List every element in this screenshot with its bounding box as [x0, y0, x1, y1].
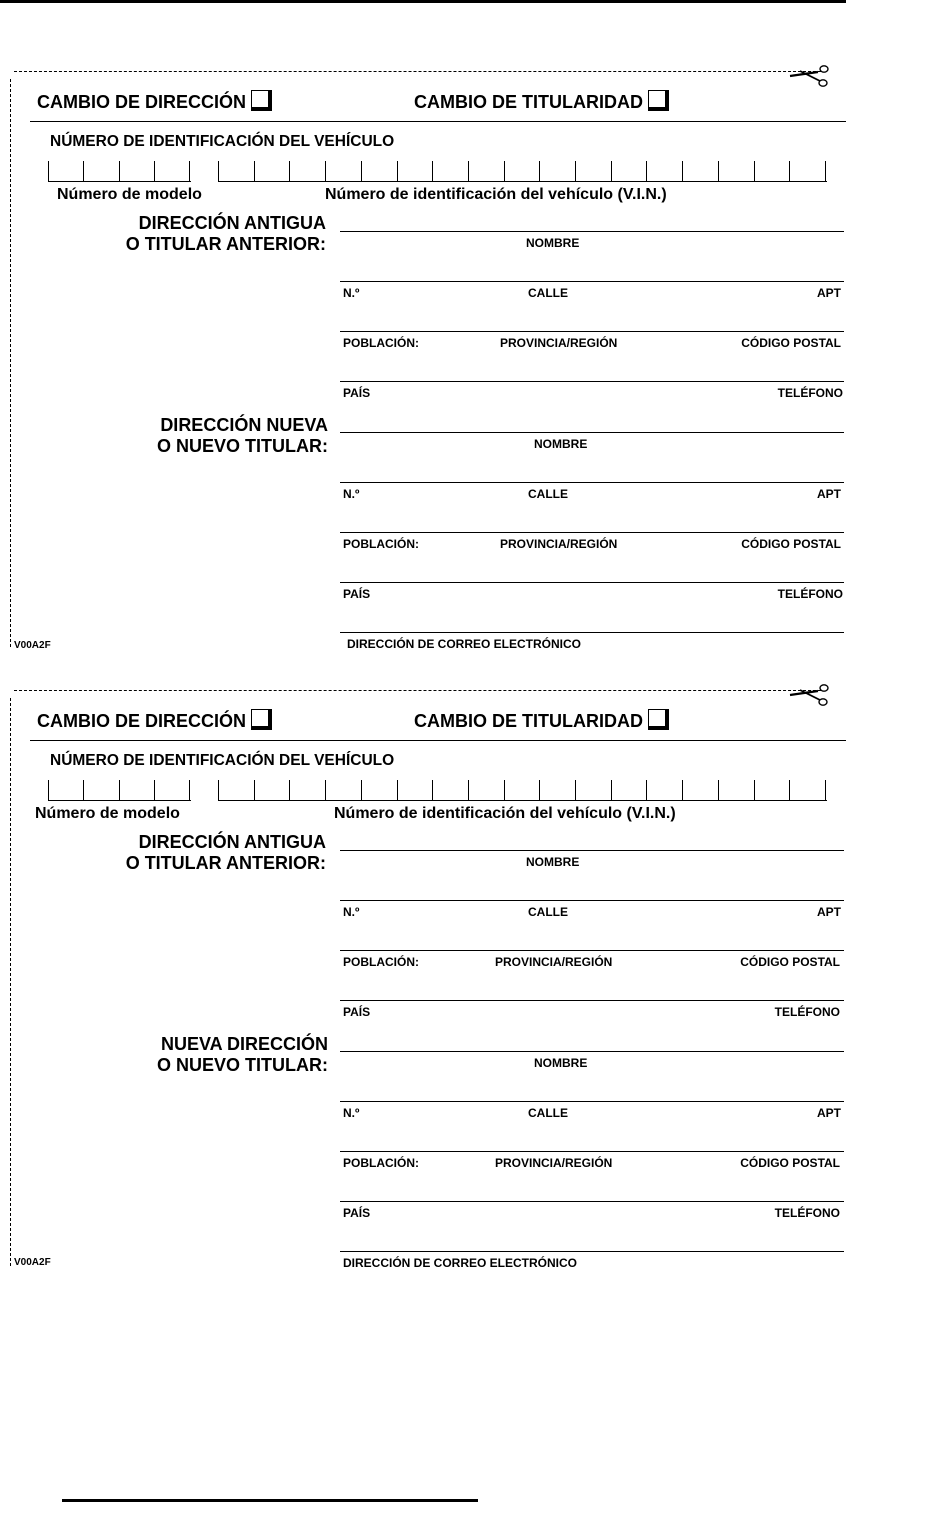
- cut-line: [14, 690, 826, 691]
- cell-tick: [48, 161, 49, 181]
- change-owner-checkbox[interactable]: [648, 90, 669, 111]
- cell-tick: [218, 780, 219, 800]
- number-label: N.º: [343, 487, 360, 501]
- name-label: NOMBRE: [534, 1056, 588, 1070]
- postal-label: CÓDIGO POSTAL: [740, 1156, 840, 1170]
- cell-tick: [718, 161, 719, 181]
- apt-label: APT: [817, 487, 841, 501]
- new-city-line[interactable]: [340, 1151, 844, 1152]
- number-label: N.º: [343, 286, 360, 300]
- old-country-labels: [340, 1005, 844, 1019]
- cell-tick: [825, 161, 826, 181]
- street-label: CALLE: [528, 487, 568, 501]
- street-label: CALLE: [528, 1106, 568, 1120]
- cut-line-left: [10, 79, 11, 647]
- model-number-label: Número de modelo: [57, 186, 202, 203]
- cell-tick: [789, 780, 790, 800]
- cell-tick: [397, 780, 398, 800]
- new-city-labels: [340, 537, 844, 551]
- new-country-labels: [340, 587, 844, 601]
- top-rule: [0, 0, 846, 3]
- old-address-title: [6, 213, 326, 255]
- old-city-labels: [340, 955, 844, 969]
- cell-tick: [397, 161, 398, 181]
- old-street-labels: [340, 905, 844, 919]
- cell-tick: [754, 161, 755, 181]
- street-label: CALLE: [528, 286, 568, 300]
- vin-cells[interactable]: [218, 161, 827, 182]
- cell-tick: [119, 780, 120, 800]
- email-label: DIRECCIÓN DE CORREO ELECTRÓNICO: [347, 637, 582, 651]
- cell-tick: [83, 161, 84, 181]
- country-label: PAÍS: [343, 587, 371, 601]
- postal-label: CÓDIGO POSTAL: [740, 955, 840, 969]
- cell-tick: [825, 780, 826, 800]
- country-label: PAÍS: [343, 1206, 371, 1220]
- new-address-title: [8, 415, 328, 457]
- vin-full-label: Número de identificación del vehículo (V.I.N.): [325, 186, 667, 203]
- new-name-labels: [340, 437, 844, 451]
- name-label: NOMBRE: [526, 855, 580, 869]
- old-city-labels: [340, 336, 844, 350]
- new-street-line[interactable]: [340, 482, 844, 483]
- cell-tick: [682, 780, 683, 800]
- change-address-checkbox[interactable]: [251, 709, 272, 730]
- email-line[interactable]: [340, 632, 844, 633]
- change-address-option[interactable]: [37, 90, 272, 113]
- cell-tick: [154, 161, 155, 181]
- change-address-checkbox[interactable]: [251, 90, 272, 111]
- cell-tick: [575, 780, 576, 800]
- header-rule: [30, 121, 846, 122]
- apt-label: APT: [817, 1106, 841, 1120]
- province-label: PROVINCIA/REGIÓN: [500, 537, 618, 551]
- cell-tick: [325, 161, 326, 181]
- cell-tick: [361, 161, 362, 181]
- city-label: POBLACIÓN:: [343, 537, 419, 551]
- phone-label: TELÉFONO: [777, 386, 843, 400]
- scissors-icon: [790, 680, 830, 714]
- number-label: N.º: [343, 1106, 360, 1120]
- change-address-label: CAMBIO DE DIRECCIÓN: [37, 711, 247, 731]
- province-label: PROVINCIA/REGIÓN: [495, 1156, 613, 1170]
- name-label: NOMBRE: [526, 236, 580, 250]
- postal-label: CÓDIGO POSTAL: [741, 336, 841, 350]
- cell-tick: [468, 780, 469, 800]
- new-address-title-line1: NUEVA DIRECCIÓN: [160, 1034, 328, 1054]
- cell-tick: [154, 780, 155, 800]
- cell-tick: [432, 780, 433, 800]
- name-label: NOMBRE: [534, 437, 588, 451]
- street-label: CALLE: [528, 905, 568, 919]
- country-label: PAÍS: [343, 386, 371, 400]
- city-label: POBLACIÓN:: [343, 955, 419, 969]
- new-country-labels: [340, 1206, 844, 1220]
- old-address-title-line1: DIRECCIÓN ANTIGUA: [138, 832, 326, 852]
- detachable-form: [0, 71, 950, 691]
- cell-tick: [254, 161, 255, 181]
- new-street-labels: [340, 1106, 844, 1120]
- cell-tick: [119, 161, 120, 181]
- province-label: PROVINCIA/REGIÓN: [500, 336, 618, 350]
- cell-tick: [646, 780, 647, 800]
- old-street-labels: [340, 286, 844, 300]
- new-address-title-line2: O NUEVO TITULAR:: [157, 1055, 328, 1075]
- city-label: POBLACIÓN:: [343, 336, 419, 350]
- new-name-line[interactable]: [340, 432, 844, 433]
- cell-tick: [361, 780, 362, 800]
- form-code: V00A2F: [14, 640, 51, 651]
- new-address-title-line2: O NUEVO TITULAR:: [157, 436, 328, 456]
- old-country-line[interactable]: [340, 1000, 844, 1001]
- cell-tick: [789, 161, 790, 181]
- model-number-cells[interactable]: [48, 161, 191, 182]
- old-city-line[interactable]: [340, 331, 844, 332]
- change-owner-option[interactable]: [414, 90, 669, 113]
- new-name-labels: [340, 1056, 844, 1070]
- email-label: DIRECCIÓN DE CORREO ELECTRÓNICO: [343, 1256, 578, 1270]
- detachable-form: [0, 690, 950, 1310]
- cell-tick: [189, 780, 190, 800]
- new-city-line[interactable]: [340, 532, 844, 533]
- old-name-line[interactable]: [340, 850, 844, 851]
- header-rule: [30, 740, 846, 741]
- change-owner-label: CAMBIO DE TITULARIDAD: [414, 92, 643, 112]
- cell-tick: [754, 780, 755, 800]
- change-address-option[interactable]: [37, 709, 272, 732]
- cell-tick: [432, 161, 433, 181]
- cell-tick: [254, 780, 255, 800]
- province-label: PROVINCIA/REGIÓN: [495, 955, 613, 969]
- phone-label: TELÉFONO: [774, 1206, 840, 1220]
- country-label: PAÍS: [343, 1005, 371, 1019]
- old-name-labels: [340, 855, 844, 869]
- old-name-line[interactable]: [340, 231, 844, 232]
- vin-title: NÚMERO DE IDENTIFICACIÓN DEL VEHÍCULO: [50, 752, 395, 769]
- new-address-title: [8, 1034, 328, 1076]
- cell-tick: [289, 161, 290, 181]
- cell-tick: [682, 161, 683, 181]
- cell-tick: [646, 161, 647, 181]
- vin-title: NÚMERO DE IDENTIFICACIÓN DEL VEHÍCULO: [50, 133, 395, 150]
- change-owner-label: CAMBIO DE TITULARIDAD: [414, 711, 643, 731]
- email-line[interactable]: [340, 1251, 844, 1252]
- old-name-labels: [340, 236, 844, 250]
- cell-tick: [325, 780, 326, 800]
- change-address-label: CAMBIO DE DIRECCIÓN: [37, 92, 247, 112]
- scissors-icon: [790, 61, 830, 95]
- old-address-title-line1: DIRECCIÓN ANTIGUA: [138, 213, 326, 233]
- cell-tick: [468, 161, 469, 181]
- cell-tick: [539, 161, 540, 181]
- phone-label: TELÉFONO: [774, 1005, 840, 1019]
- change-owner-option[interactable]: [414, 709, 669, 732]
- form-code: V00A2F: [14, 1257, 51, 1268]
- cell-tick: [289, 780, 290, 800]
- vin-cells[interactable]: [218, 780, 827, 801]
- cell-tick: [575, 161, 576, 181]
- cell-tick: [83, 780, 84, 800]
- cell-tick: [718, 780, 719, 800]
- old-address-title-line2: O TITULAR ANTERIOR:: [125, 234, 326, 254]
- apt-label: APT: [817, 286, 841, 300]
- old-street-line[interactable]: [340, 900, 844, 901]
- old-country-labels: [340, 386, 844, 400]
- new-city-labels: [340, 1156, 844, 1170]
- cell-tick: [504, 161, 505, 181]
- cut-line-left: [10, 698, 11, 1266]
- cell-tick: [611, 780, 612, 800]
- cell-tick: [218, 161, 219, 181]
- new-street-line[interactable]: [340, 1101, 844, 1102]
- new-street-labels: [340, 487, 844, 501]
- cell-tick: [539, 780, 540, 800]
- new-country-line[interactable]: [340, 582, 844, 583]
- model-number-label: Número de modelo: [35, 805, 180, 822]
- old-country-line[interactable]: [340, 381, 844, 382]
- number-label: N.º: [343, 905, 360, 919]
- old-address-title: [6, 832, 326, 874]
- bottom-rule: [62, 1499, 478, 1502]
- email-labels: [340, 637, 844, 651]
- postal-label: CÓDIGO POSTAL: [741, 537, 841, 551]
- old-city-line[interactable]: [340, 950, 844, 951]
- vin-full-label: Número de identificación del vehículo (V.I.N.): [334, 805, 676, 822]
- cell-tick: [48, 780, 49, 800]
- old-street-line[interactable]: [340, 281, 844, 282]
- phone-label: TELÉFONO: [777, 587, 843, 601]
- email-labels: [340, 1256, 844, 1270]
- city-label: POBLACIÓN:: [343, 1156, 419, 1170]
- cell-tick: [611, 161, 612, 181]
- new-country-line[interactable]: [340, 1201, 844, 1202]
- apt-label: APT: [817, 905, 841, 919]
- cell-tick: [504, 780, 505, 800]
- cell-tick: [189, 161, 190, 181]
- old-address-title-line2: O TITULAR ANTERIOR:: [125, 853, 326, 873]
- model-number-cells[interactable]: [48, 780, 191, 801]
- change-owner-checkbox[interactable]: [648, 709, 669, 730]
- new-address-title-line1: DIRECCIÓN NUEVA: [160, 415, 328, 435]
- cut-line: [14, 71, 826, 72]
- new-name-line[interactable]: [340, 1051, 844, 1052]
